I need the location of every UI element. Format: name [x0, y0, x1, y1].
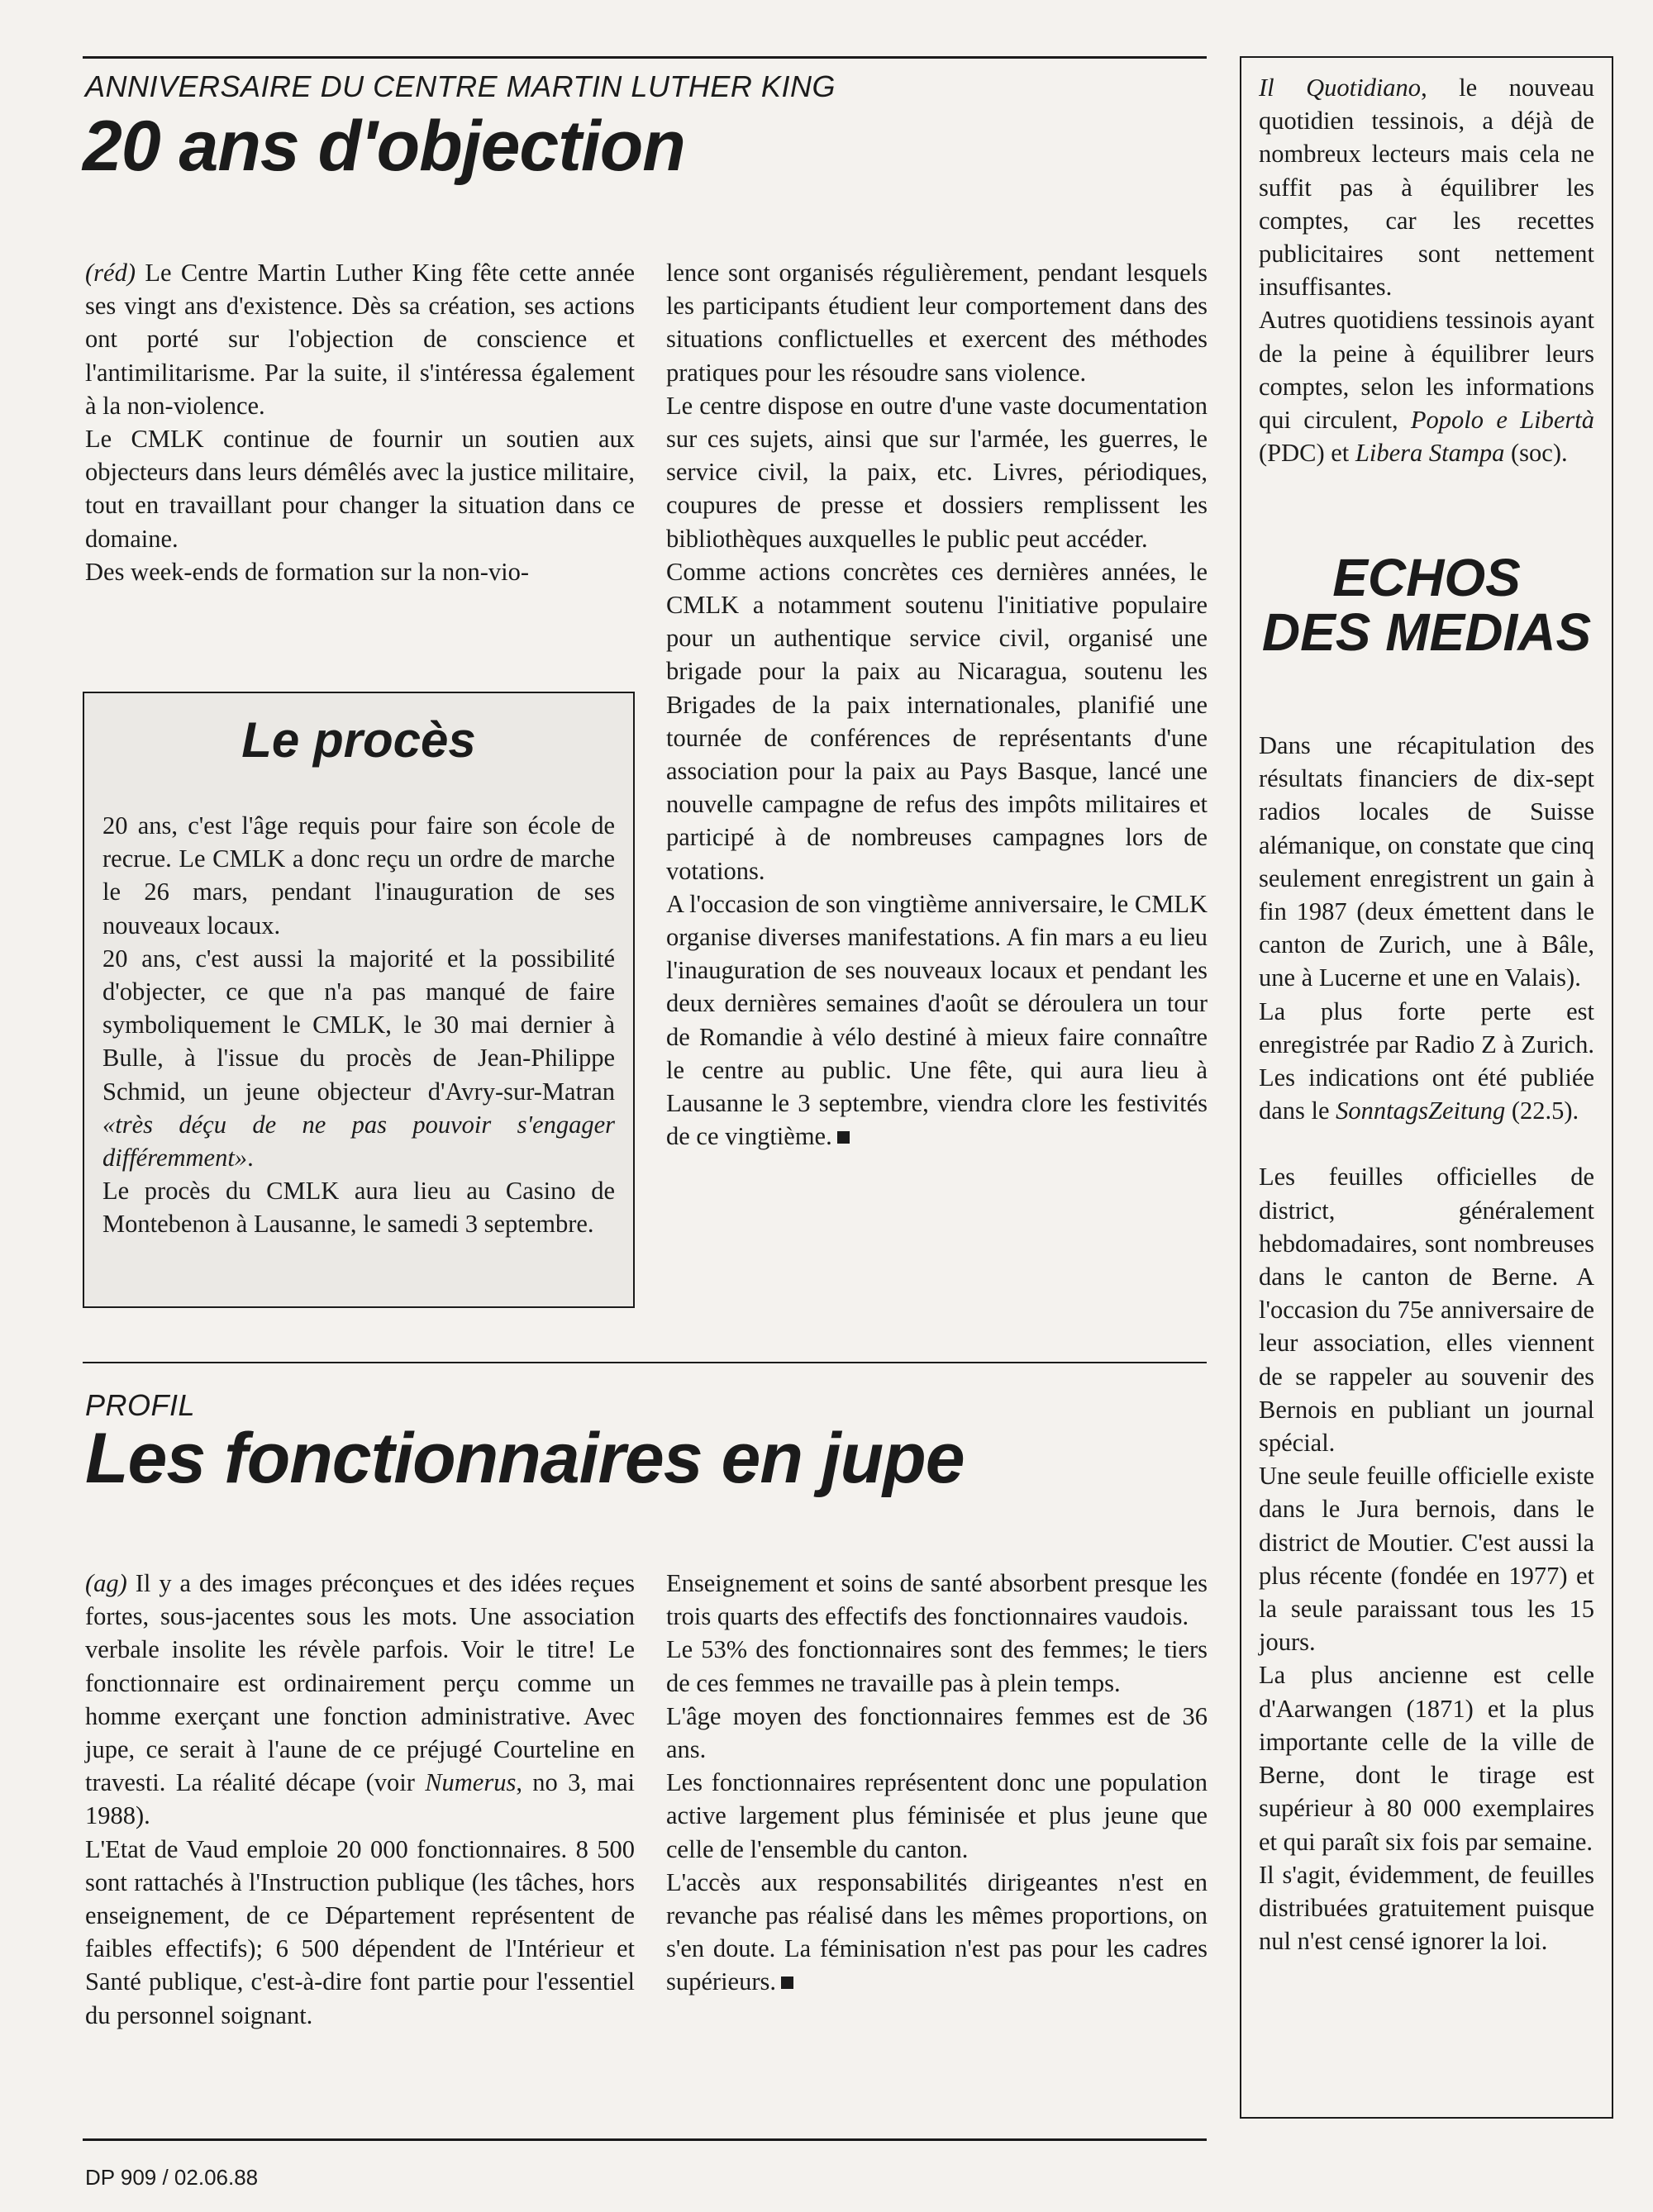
echos-sidebar [1240, 56, 1613, 2119]
publication-name: Numerus [425, 1768, 517, 1797]
sidebar-bottom-text [1259, 729, 1594, 1958]
article2-rule [83, 1362, 1207, 1363]
proces-box-text [102, 809, 615, 1241]
proces-box-paragraph: 20 ans, c'est aussi la majorité et la possibilité d'objecter, ce que n'a pas manqué de faire symboliquement le CMLK, le 30 mai dernier à Bulle, à l'issue du procès de Jean-Philippe Schmid, un jeune objecteur d'Avry-sur-Matran «très déçu de ne pas pouvoir s'engager différemment». [102, 944, 615, 1173]
article1-col1-paragraph: Le CMLK continue de fournir un soutien aux objecteurs dans leurs démêlés avec la justice militaire, tout en travaillant pour changer la situation dans ce domaine. [85, 425, 635, 553]
sidebar-paragraph: Autres quotidiens tessinois ayant de la peine à équilibrer leurs comptes, selon les informations qui circulent, Popolo e Libertà (PDC) et Libera Stampa (soc). [1259, 306, 1594, 468]
sidebar-paragraph: Dans une récapitulation des résultats financiers de dix-sept radios locales de Suisse alémanique, on constate que cinq seulement enregistrent un gain à fin 1987 (deux émettent dans le canton de Zurich, une à Bâle, une à Lucerne et une en Valais). [1259, 731, 1594, 992]
article1-column-2 [666, 256, 1208, 1153]
article2-column-1 [85, 1567, 635, 2032]
article1-column-1 [85, 256, 635, 588]
sidebar-paragraph: La plus forte perte est enregistrée par Radio Z à Zurich. Les indications ont été publiée dans le SonntagsZeitung (22.5). [1259, 997, 1594, 1125]
article2-col2-paragraph: L'accès aux responsabilités dirigeantes n'est en revanche pas réalisé dans les mêmes proportions, on s'en doute. La féminisation n'est pas pour les cadres supérieurs. [666, 1867, 1208, 1996]
article2-kicker: PROFIL [85, 1388, 196, 1422]
sidebar-paragraph: Les feuilles officielles de district, généralement hebdomadaires, sont nombreuses dans le canton de Berne. A l'occasion du 75e anniversaire de leur association, elles viennent de se rappeler au souvenir des Bernois en publiant un journal spécial. [1259, 1163, 1594, 1458]
article1-col2-paragraph: A l'occasion de son vingtième anniversaire, le CMLK organise diverses manifestations. A fin mars a eu lieu l'inauguration de ses nouveaux locaux et pendant les deux dernières semaines d'août se déroulera un tour de Romandie à vélo destiné à mieux faire connaître le centre au public. Une fête, qui aura lieu à Lausanne le 3 septembre, viendra clore les festivités de ce vingtième. [666, 889, 1208, 1151]
top-rule [83, 56, 1207, 59]
article2-col2-paragraph: Les fonctionnaires représentent donc une population active largement plus féminisée et plus jeune que celle de l'ensemble du canton. [666, 1768, 1208, 1863]
article2-col2-paragraph: L'âge moyen des fonctionnaires femmes est de 36 ans. [666, 1701, 1208, 1764]
quote: «très déçu de ne pas pouvoir s'engager différemment» [102, 1110, 615, 1173]
sidebar-paragraph: Une seule feuille officielle existe dans le Jura bernois, dans le district de Moutier. C'est aussi la plus récente (fondée en 1977) et la seule paraissant tous les 15 jours. [1259, 1462, 1594, 1657]
sidebar-heading: ECHOS DES MEDIAS [1261, 548, 1592, 662]
article2-title: Les fonctionnaires en jupe [85, 1419, 965, 1498]
article2-col1-paragraph: L'Etat de Vaud emploie 20 000 fonctionnaires. 8 500 sont rattachés à l'Instruction publique (les tâches, hors enseignement, de ce Département représentent de faibles effectifs); 6 500 dépendent de l'Intérieur et Santé publique, c'est-à-dire font partie pour l'essentiel du personnel soignant. [85, 1834, 635, 2029]
proces-box-paragraph: 20 ans, c'est l'âge requis pour faire son école de recrue. Le CMLK a donc reçu un ordre de marche le 26 mars, pendant l'inauguration de ses nouveaux locaux. [102, 811, 615, 940]
bottom-rule [83, 2138, 1207, 2141]
article1-col1-paragraph: Des week-ends de formation sur la non-vio- [85, 557, 529, 586]
end-mark-icon [837, 1131, 850, 1144]
article2-col2-paragraph: Enseignement et soins de santé absorbent presque les trois quarts des effectifs des fonctionnaires vaudois. [666, 1569, 1208, 1631]
sidebar-paragraph: Il Quotidiano, le nouveau quotidien tessinois, a déjà de nombreux lecteurs mais cela ne suffit pas à équilibrer les comptes, car les recettes publicitaires sont nettement insuffisantes. [1259, 74, 1594, 302]
proces-box-paragraph: Le procès du CMLK aura lieu au Casino de Montebenon à Lausanne, le samedi 3 septembre. [102, 1177, 615, 1239]
sidebar-paragraph: Il s'agit, évidemment, de feuilles distribuées gratuitement puisque nul n'est censé ignorer la loi. [1259, 1860, 1594, 1956]
article1-col2-paragraph: Le centre dispose en outre d'une vaste documentation sur ces sujets, ainsi que sur l'armée, les guerres, le service civil, la paix, etc. Livres, périodiques, coupures de presse et dossiers remplissent les bibliothèques auxquelles le public peut accéder. [666, 391, 1208, 553]
article1-col1-paragraph: (réd) Le Centre Martin Luther King fête cette année ses vingt ans d'existence. Dès sa création, ses actions ont porté sur l'objection de conscience et l'antimilitarisme. Par la suite, il s'intéressa également à la non-violence. [85, 259, 635, 420]
proces-box-title: Le procès [241, 712, 476, 768]
author-tag: (réd) [85, 259, 136, 287]
author-tag: (ag) [85, 1569, 127, 1597]
sidebar-paragraph: La plus ancienne est celle d'Aarwangen (1871) et la plus importante celle de la ville de Berne, dont le tirage est supérieur à 80 000 exemplaires et qui paraît six fois par semaine. [1259, 1661, 1594, 1856]
article1-col2-paragraph: Comme actions concrètes ces dernières années, le CMLK a notamment soutenu l'initiative populaire pour un authentique service civil, organisé une brigade pour la paix au Nicaragua, soutenu les Brigades de la paix internationales, planifié une tournée de conférences de représentants d'une association pour la paix au Pays Basque, lancé une nouvelle campagne de refus des impôts militaires et participé à de nombreuses campagnes lors de votations. [666, 557, 1208, 885]
article2-column-2 [666, 1567, 1208, 1999]
issue-footer: DP 909 / 02.06.88 [85, 2165, 259, 2190]
sidebar-top-text [1259, 71, 1594, 469]
article1-title: 20 ans d'objection [83, 107, 685, 186]
end-mark-icon [781, 1977, 793, 1989]
article1-kicker: ANNIVERSAIRE DU CENTRE MARTIN LUTHER KING [85, 69, 836, 103]
article2-col1-paragraph: (ag) Il y a des images préconçues et des idées reçues fortes, sous-jacentes sous les mots. Une association verbale insolite les révèle parfois. Voir le titre! Le fonctionnaire est ordinairement perçu comme un homme exerçant une fonction administrative. Avec jupe, ce serait à l'aune de ce préjugé Courteline en travesti. La réalité décape (voir Numerus, no 3, mai 1988). [85, 1569, 635, 1830]
paragraph-gap [1259, 1127, 1594, 1160]
article2-col2-paragraph: Le 53% des fonctionnaires sont des femmes; le tiers de ces femmes ne travaille pas à plein temps. [666, 1635, 1208, 1697]
proces-box [83, 692, 635, 1308]
article1-col2-paragraph: lence sont organisés régulièrement, pendant lesquels les participants étudient leur comportement dans des situations conflictuelles et exercent des méthodes pratiques pour les résoudre sans violence. [666, 259, 1208, 387]
